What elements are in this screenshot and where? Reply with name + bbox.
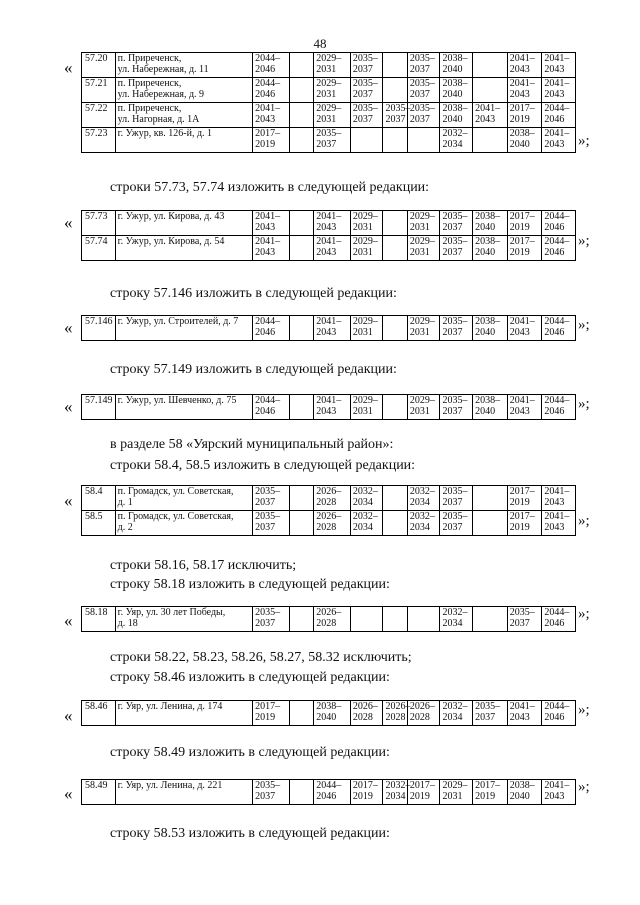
year-range-cell: 2035– 2037	[440, 511, 473, 536]
year-range-cell	[383, 486, 407, 511]
year-range-cell: 2035– 2037	[350, 78, 383, 103]
year-range-cell: 2038– 2040	[507, 128, 542, 153]
year-range-cell: 2017– 2019	[507, 211, 542, 236]
address-cell: г. Ужур, ул. Строителей, д. 7	[115, 316, 253, 341]
year-range-cell: 2044– 2046	[542, 395, 576, 420]
row-number: 58.18	[82, 607, 116, 632]
year-range-cell: 2032– 2034	[383, 780, 407, 805]
year-range-cell: 2032– 2034	[407, 511, 440, 536]
year-range-cell: 2038– 2040	[507, 780, 542, 805]
year-range-cell	[383, 236, 407, 261]
row-number: 57.20	[82, 53, 116, 78]
year-range-cell: 2044– 2046	[542, 701, 576, 726]
table-s3	[81, 315, 576, 341]
year-range-cell	[289, 53, 313, 78]
year-range-cell: 2035– 2037	[350, 53, 383, 78]
year-range-cell: 2038– 2040	[440, 78, 473, 103]
quote-close: »;	[578, 513, 590, 529]
address-cell: г. Ужур, кв. 126-й, д. 1	[115, 128, 253, 153]
year-range-cell	[383, 395, 407, 420]
page-number: 48	[313, 36, 327, 51]
year-range-cell	[383, 53, 407, 78]
year-range-cell	[289, 395, 313, 420]
year-range-cell: 2026– 2028	[314, 486, 351, 511]
table-row	[82, 78, 576, 103]
year-range-cell: 2029– 2031	[314, 78, 351, 103]
year-range-cell: 2032– 2034	[407, 486, 440, 511]
year-range-cell: 2041– 2043	[253, 211, 290, 236]
year-range-cell: 2044– 2046	[253, 53, 290, 78]
quote-open: «	[64, 213, 73, 232]
year-range-cell: 2029– 2031	[407, 316, 440, 341]
year-range-cell	[289, 511, 313, 536]
row-number: 58.49	[82, 780, 116, 805]
year-range-cell: 2044– 2046	[253, 395, 290, 420]
year-range-cell	[407, 128, 440, 153]
year-range-cell: 2017– 2019	[507, 236, 542, 261]
year-range-cell	[289, 78, 313, 103]
year-range-cell: 2032– 2034	[440, 607, 473, 632]
year-range-cell	[473, 511, 508, 536]
table-row	[82, 53, 576, 78]
year-range-cell: 2029– 2031	[407, 236, 440, 261]
year-range-cell: 2035– 2037	[383, 103, 407, 128]
year-range-cell: 2041– 2043	[314, 211, 351, 236]
year-range-cell	[473, 53, 508, 78]
table-row	[82, 316, 576, 341]
year-range-cell: 2035– 2037	[407, 78, 440, 103]
year-range-cell: 2017– 2019	[253, 701, 290, 726]
table-s8	[81, 779, 576, 805]
table-row	[82, 701, 576, 726]
year-range-cell: 2038– 2040	[473, 316, 508, 341]
year-range-cell	[383, 511, 407, 536]
address-cell: г. Уяр, ул. 30 лет Победы, д. 18	[115, 607, 253, 632]
year-range-cell: 2032– 2034	[440, 128, 473, 153]
table-row	[82, 607, 576, 632]
year-range-cell: 2038– 2040	[440, 53, 473, 78]
year-range-cell	[350, 607, 383, 632]
year-range-cell: 2017– 2019	[253, 128, 290, 153]
year-range-cell: 2029– 2031	[407, 395, 440, 420]
row-number: 58.4	[82, 486, 116, 511]
row-number: 57.74	[82, 236, 116, 261]
address-cell: п. Громадск, ул. Советская, д. 1	[115, 486, 253, 511]
table-s4	[81, 394, 576, 420]
year-range-cell: 2035– 2037	[253, 607, 290, 632]
address-cell: г. Ужур, ул. Кирова, д. 54	[115, 236, 253, 261]
year-range-cell: 2026– 2028	[407, 701, 440, 726]
quote-open: «	[64, 58, 73, 77]
row-number: 57.22	[82, 103, 116, 128]
quote-open: «	[64, 706, 73, 725]
year-range-cell: 2038– 2040	[440, 103, 473, 128]
year-range-cell: 2041– 2043	[253, 236, 290, 261]
year-range-cell: 2029– 2031	[350, 395, 383, 420]
row-number: 58.5	[82, 511, 116, 536]
quote-close: »;	[578, 233, 590, 249]
year-range-cell: 2035– 2037	[440, 211, 473, 236]
year-range-cell: 2044– 2046	[253, 316, 290, 341]
year-range-cell: 2017– 2019	[350, 780, 383, 805]
year-range-cell: 2035– 2037	[507, 607, 542, 632]
year-range-cell	[350, 128, 383, 153]
year-range-cell: 2026– 2028	[350, 701, 383, 726]
year-range-cell	[289, 103, 313, 128]
year-range-cell: 2041– 2043	[473, 103, 508, 128]
year-range-cell	[473, 607, 508, 632]
heading-58-49: строку 58.49 изложить в следующей редакции:	[110, 745, 390, 760]
year-range-cell: 2026– 2028	[383, 701, 407, 726]
year-range-cell: 2035– 2037	[253, 511, 290, 536]
address-cell: п. Приреченск, ул. Набережная, д. 9	[115, 78, 253, 103]
quote-open: «	[64, 611, 73, 630]
year-range-cell: 2029– 2031	[407, 211, 440, 236]
year-range-cell: 2041– 2043	[542, 486, 576, 511]
year-range-cell: 2041– 2043	[542, 128, 576, 153]
table-row	[82, 395, 576, 420]
year-range-cell: 2041– 2043	[507, 53, 542, 78]
year-range-cell: 2032– 2034	[440, 701, 473, 726]
year-range-cell: 2044– 2046	[253, 78, 290, 103]
year-range-cell: 2017– 2019	[507, 511, 542, 536]
quote-close: »;	[578, 779, 590, 795]
year-range-cell: 2038– 2040	[473, 211, 508, 236]
year-range-cell: 2035– 2037	[314, 128, 351, 153]
year-range-cell	[473, 486, 508, 511]
row-number: 57.73	[82, 211, 116, 236]
year-range-cell: 2041– 2043	[314, 316, 351, 341]
year-range-cell: 2041– 2043	[253, 103, 290, 128]
year-range-cell: 2035– 2037	[440, 316, 473, 341]
year-range-cell	[383, 128, 407, 153]
row-number: 57.23	[82, 128, 116, 153]
table-s1	[81, 52, 576, 153]
year-range-cell	[289, 128, 313, 153]
year-range-cell: 2041– 2043	[542, 78, 576, 103]
year-range-cell: 2029– 2031	[314, 53, 351, 78]
year-range-cell: 2044– 2046	[314, 780, 351, 805]
year-range-cell: 2029– 2031	[314, 103, 351, 128]
year-range-cell: 2035– 2037	[407, 53, 440, 78]
year-range-cell: 2017– 2019	[473, 780, 508, 805]
year-range-cell	[289, 780, 313, 805]
heading-58-46: строку 58.46 изложить в следующей редакции:	[110, 670, 390, 685]
year-range-cell: 2044– 2046	[542, 103, 576, 128]
address-cell: г. Ужур, ул. Шевченко, д. 75	[115, 395, 253, 420]
table-row	[82, 103, 576, 128]
year-range-cell	[289, 607, 313, 632]
quote-open: «	[64, 318, 73, 337]
quote-open: «	[64, 784, 73, 803]
year-range-cell	[383, 78, 407, 103]
year-range-cell: 2026– 2028	[314, 511, 351, 536]
address-cell: п. Приреченск, ул. Нагорная, д. 1А	[115, 103, 253, 128]
table-row	[82, 211, 576, 236]
year-range-cell: 2044– 2046	[542, 607, 576, 632]
quote-close: »;	[578, 606, 590, 622]
year-range-cell: 2041– 2043	[542, 780, 576, 805]
address-cell: п. Громадск, ул. Советская, д. 2	[115, 511, 253, 536]
year-range-cell	[473, 78, 508, 103]
year-range-cell	[289, 486, 313, 511]
row-number: 57.149	[82, 395, 116, 420]
year-range-cell: 2041– 2043	[507, 316, 542, 341]
year-range-cell: 2035– 2037	[407, 103, 440, 128]
heading-58-4: строки 58.4, 58.5 изложить в следующей редакции:	[110, 458, 416, 473]
heading-58-22: строки 58.22, 58.23, 58.26, 58.27, 58.32 исключить;	[110, 650, 412, 665]
year-range-cell: 2041– 2043	[314, 236, 351, 261]
year-range-cell: 2038– 2040	[314, 701, 351, 726]
year-range-cell: 2041– 2043	[507, 78, 542, 103]
year-range-cell: 2035– 2037	[440, 486, 473, 511]
year-range-cell: 2038– 2040	[473, 395, 508, 420]
heading-57-149: строку 57.149 изложить в следующей редакции:	[110, 362, 397, 377]
row-number: 57.146	[82, 316, 116, 341]
year-range-cell: 2026– 2028	[314, 607, 351, 632]
table-row	[82, 780, 576, 805]
year-range-cell: 2017– 2019	[507, 103, 542, 128]
heading-section-58: в разделе 58 «Уярский муниципальный район»:	[110, 437, 394, 452]
quote-close: »;	[578, 133, 590, 149]
year-range-cell	[383, 607, 407, 632]
year-range-cell: 2044– 2046	[542, 316, 576, 341]
address-cell: г. Ужур, ул. Кирова, д. 43	[115, 211, 253, 236]
quote-open: «	[64, 491, 73, 510]
year-range-cell: 2041– 2043	[507, 701, 542, 726]
year-range-cell: 2044– 2046	[542, 211, 576, 236]
address-cell: г. Уяр, ул. Ленина, д. 174	[115, 701, 253, 726]
year-range-cell: 2035– 2037	[253, 486, 290, 511]
year-range-cell: 2041– 2043	[542, 511, 576, 536]
heading-57-146: строку 57.146 изложить в следующей редакции:	[110, 286, 397, 301]
address-cell: г. Уяр, ул. Ленина, д. 221	[115, 780, 253, 805]
table-s6	[81, 606, 576, 632]
quote-close: »;	[578, 702, 590, 718]
year-range-cell: 2017– 2019	[507, 486, 542, 511]
year-range-cell	[383, 316, 407, 341]
quote-close: »;	[578, 396, 590, 412]
row-number: 57.21	[82, 78, 116, 103]
heading-57-73: строки 57.73, 57.74 изложить в следующей редакции:	[110, 180, 430, 195]
year-range-cell: 2029– 2031	[350, 316, 383, 341]
year-range-cell: 2041– 2043	[542, 53, 576, 78]
heading-58-16: строки 58.16, 58.17 исключить;	[110, 558, 297, 573]
year-range-cell: 2029– 2031	[350, 211, 383, 236]
year-range-cell: 2041– 2043	[507, 395, 542, 420]
year-range-cell	[289, 316, 313, 341]
year-range-cell: 2035– 2037	[350, 103, 383, 128]
row-number: 58.46	[82, 701, 116, 726]
table-s2	[81, 210, 576, 261]
heading-58-53: строку 58.53 изложить в следующей редакции:	[110, 826, 390, 841]
year-range-cell: 2041– 2043	[314, 395, 351, 420]
year-range-cell: 2035– 2037	[253, 780, 290, 805]
heading-58-18: строку 58.18 изложить в следующей редакции:	[110, 577, 390, 592]
year-range-cell	[473, 128, 508, 153]
year-range-cell: 2032– 2034	[350, 511, 383, 536]
year-range-cell: 2035– 2037	[473, 701, 508, 726]
year-range-cell: 2032– 2034	[350, 486, 383, 511]
year-range-cell: 2017– 2019	[407, 780, 440, 805]
year-range-cell: 2029– 2031	[440, 780, 473, 805]
quote-close: »;	[578, 317, 590, 333]
table-s7	[81, 700, 576, 726]
table-row	[82, 236, 576, 261]
year-range-cell	[289, 211, 313, 236]
year-range-cell: 2035– 2037	[440, 395, 473, 420]
year-range-cell	[383, 211, 407, 236]
year-range-cell: 2029– 2031	[350, 236, 383, 261]
year-range-cell: 2038– 2040	[473, 236, 508, 261]
quote-open: «	[64, 397, 73, 416]
year-range-cell	[407, 607, 440, 632]
year-range-cell	[289, 236, 313, 261]
table-row	[82, 486, 576, 511]
table-row	[82, 128, 576, 153]
year-range-cell: 2035– 2037	[440, 236, 473, 261]
year-range-cell	[289, 701, 313, 726]
table-row	[82, 511, 576, 536]
address-cell: п. Приреченск, ул. Набережная, д. 11	[115, 53, 253, 78]
table-s5	[81, 485, 576, 536]
year-range-cell: 2044– 2046	[542, 236, 576, 261]
